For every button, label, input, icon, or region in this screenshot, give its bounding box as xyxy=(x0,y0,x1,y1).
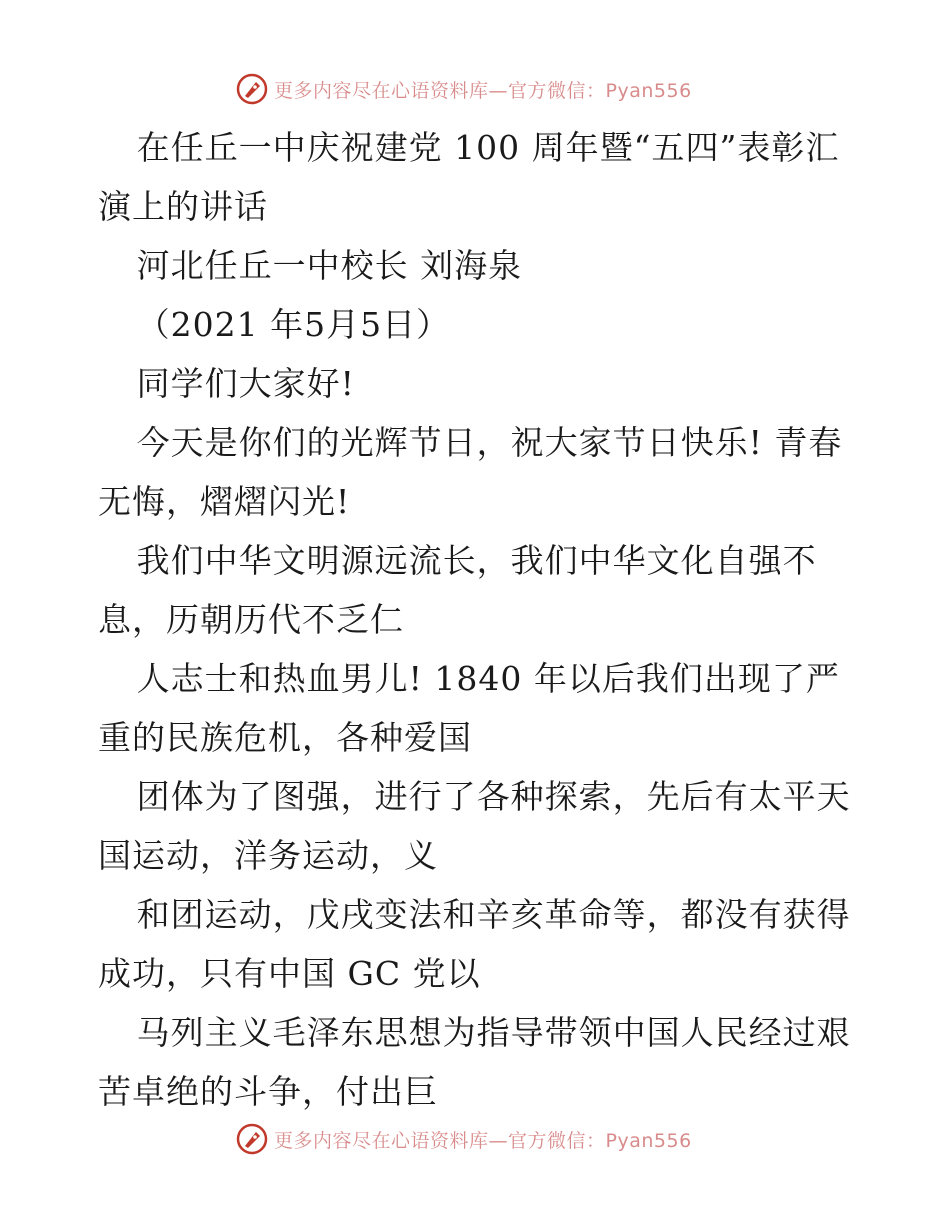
footer-watermark-banner xyxy=(236,1122,736,1156)
date-line: （2021 年5月5日） xyxy=(136,305,451,344)
pen-nib-logo-icon xyxy=(236,1123,268,1155)
body-paragraph: 今天是你们的光辉节日，祝大家节日快乐! 青春无悔，熠熠闪光! xyxy=(98,423,843,521)
header-watermark-text: 更多内容尽在心语资料库—官方微信：Pyan556 xyxy=(274,79,692,102)
footer-watermark-text: 更多内容尽在心语资料库—官方微信：Pyan556 xyxy=(274,1129,692,1152)
pen-nib-logo-icon xyxy=(236,73,268,105)
body-paragraph: 和团运动，戊戌变法和辛亥革命等，都没有获得成功，只有中国 GC 党以 xyxy=(98,895,851,993)
greeting-paragraph: 同学们大家好! xyxy=(136,364,355,403)
body-paragraph: 马列主义毛泽东思想为指导带领中国人民经过艰苦卓绝的斗争，付出巨 xyxy=(98,1013,851,1111)
body-paragraph: 我们中华文明源远流长，我们中华文化自强不息，历朝历代不乏仁 xyxy=(98,541,817,639)
speech-title: 在任丘一中庆祝建党 100 周年暨“五四”表彰汇演上的讲话 xyxy=(98,128,840,226)
body-paragraph: 人志士和热血男儿! 1840 年以后我们出现了严重的民族危机，各种爱国 xyxy=(98,659,840,757)
speaker-line: 河北任丘一中校长 刘海泉 xyxy=(136,246,523,285)
document-body xyxy=(98,118,868,1121)
header-watermark-banner xyxy=(236,72,736,106)
body-paragraph: 团体为了图强，进行了各种探索，先后有太平天国运动，洋务运动，义 xyxy=(98,777,851,875)
